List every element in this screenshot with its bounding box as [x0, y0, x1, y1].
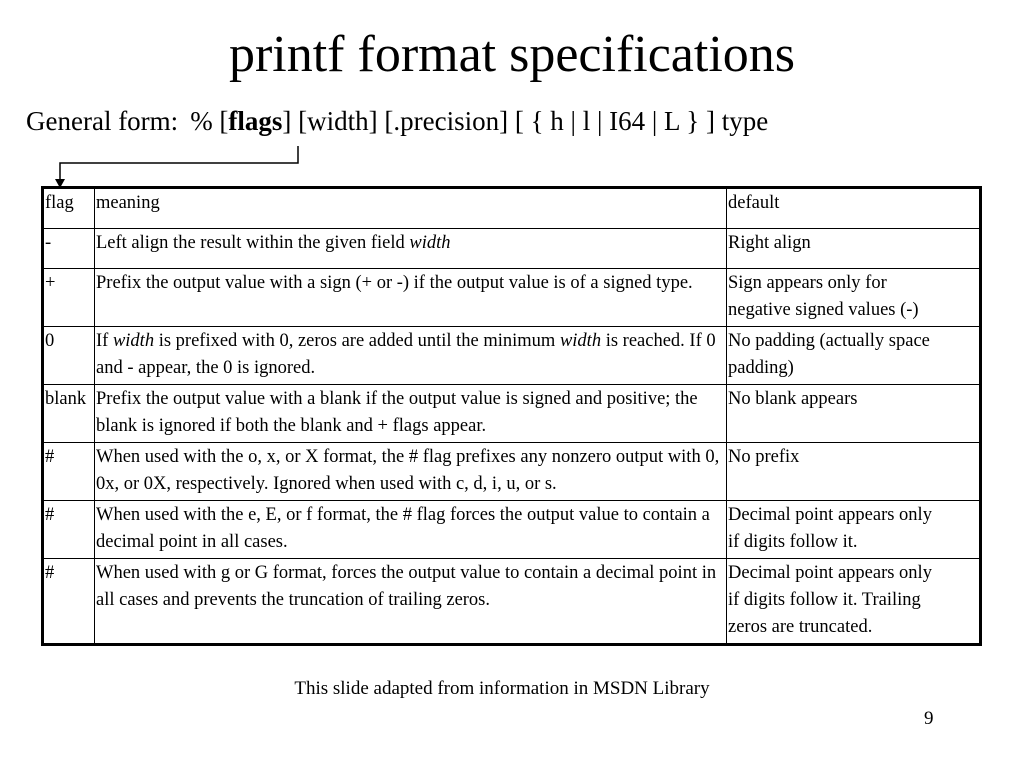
meaning-cell: Prefix the output value with a sign (+ or -) if the output value is of a signed type. [95, 269, 727, 327]
table-row [43, 327, 981, 385]
meaning-cell: When used with the o, x, or X format, the # flag prefixes any nonzero output with 0, 0x, or 0X, respectively. Ignored when used with c, d, i, u, or s. [95, 443, 727, 501]
general-form-label: General form: [26, 106, 179, 136]
table-row [43, 443, 981, 501]
table-row [43, 229, 981, 269]
table-row [43, 385, 981, 443]
default-cell: Sign appears only for negative signed values (-) [727, 269, 981, 327]
default-cell: No padding (actually space padding) [727, 327, 981, 385]
default-cell: No prefix [727, 443, 981, 501]
flag-cell: # [43, 443, 95, 501]
general-form-line [26, 106, 768, 137]
flags-table [41, 186, 982, 646]
default-cell: Right align [727, 229, 981, 269]
general-form-suffix: ] [width] [.precision] [ { h | l | I64 | L } ] type [282, 106, 769, 136]
table-row [43, 559, 981, 645]
default-cell: Decimal point appears only if digits follow it. [727, 501, 981, 559]
header-default: default [727, 188, 981, 229]
meaning-cell: Left align the result within the given field width [95, 229, 727, 269]
flag-cell: + [43, 269, 95, 327]
general-form-flags-word: flags [228, 106, 283, 136]
meaning-cell: If width is prefixed with 0, zeros are added until the minimum width is reached. If 0 and - appear, the 0 is ignored. [95, 327, 727, 385]
source-note: This slide adapted from information in MSDN Library [294, 678, 710, 699]
table-row [43, 269, 981, 327]
italic-term: width [409, 233, 451, 253]
table-row [43, 501, 981, 559]
flag-cell: - [43, 229, 95, 269]
header-flag: flag [43, 188, 95, 229]
italic-term: width [559, 331, 602, 351]
meaning-cell: Prefix the output value with a blank if the output value is signed and positive; the blank is ignored if both the blank and + flags appear. [95, 385, 727, 443]
flag-cell: # [43, 501, 95, 559]
general-form-prefix: % [ [190, 106, 229, 136]
flag-cell: # [43, 559, 95, 645]
header-meaning: meaning [95, 188, 727, 229]
table-header-row [43, 188, 981, 229]
default-cell: Decimal point appears only if digits follow it. Trailing zeros are truncated. [727, 559, 981, 645]
flag-cell: blank [43, 385, 95, 443]
meaning-cell: When used with the e, E, or f format, the # flag forces the output value to contain a decimal point in all cases. [95, 501, 727, 559]
italic-term: width [112, 331, 155, 351]
default-cell: No blank appears [727, 385, 981, 443]
slide-title: printf format specifications [228, 26, 796, 83]
page-number: 9 [924, 708, 934, 729]
flag-cell: 0 [43, 327, 95, 385]
meaning-cell: When used with g or G format, forces the output value to contain a decimal point in all cases and prevents the truncation of trailing zeros. [95, 559, 727, 645]
